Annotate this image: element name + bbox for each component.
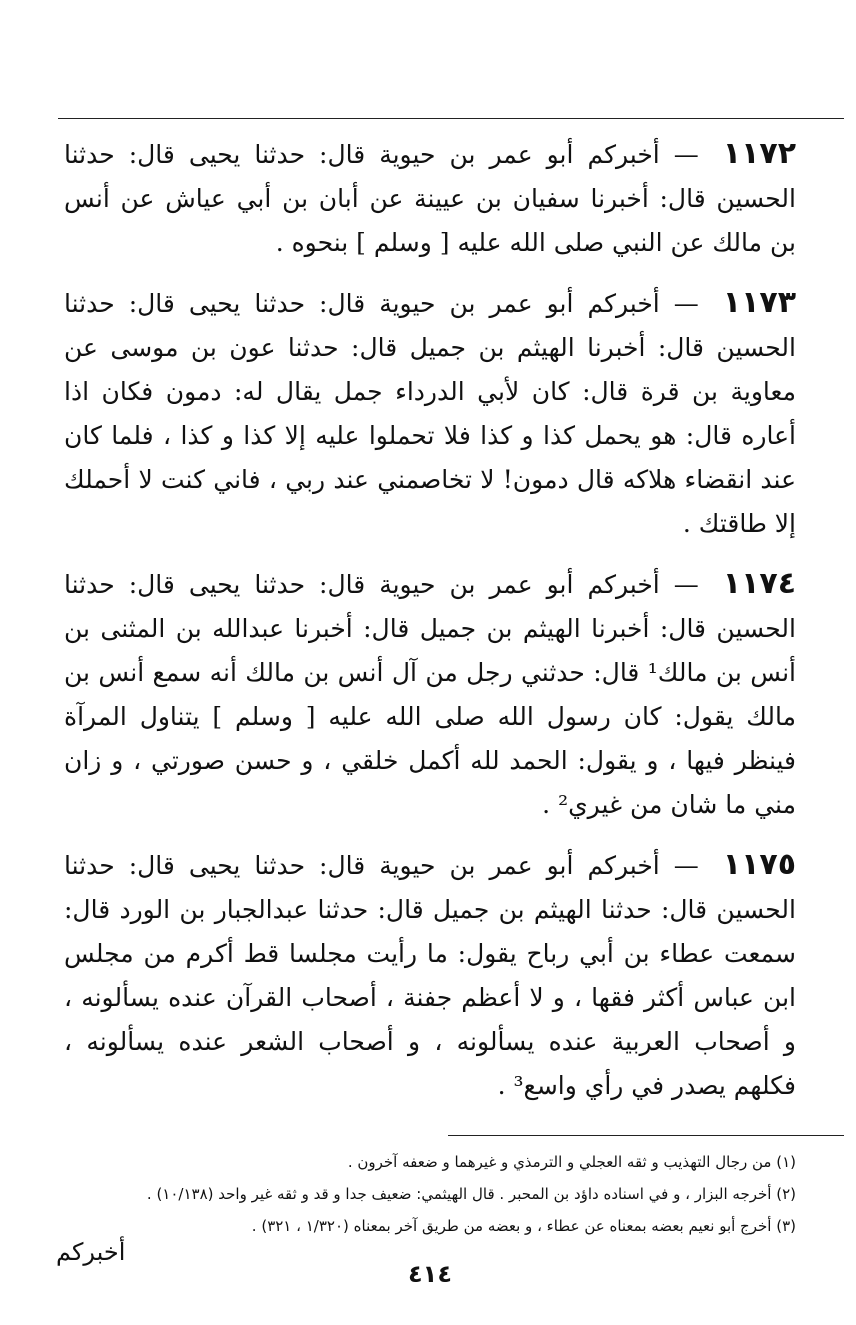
- footnote-2: (٢) أخرجه البزار ، و في اسناده داؤد بن المحبر . قال الهيثمي: ضعيف جدا و قد و ثقه غير واحد (١٠/١٣٨) .: [146, 1185, 796, 1203]
- entry-text: — أخبركم أبو عمر بن حيوية قال: حدثنا يحيى قال: حدثنا الحسين قال: أخبرنا الهيثم بن جميل قال: أخبرنا عبدالله بن المثنى بن أنس بن مالك¹ قال: حدثني رجل من آل أنس بن مالك أنه سمع أنس بن مالك يقول: كان رسول الله صلى الله عليه [ وسلم ] يتناول المرآة فينظر فيها ، و يقول: الحمد لله أكمل خلقي ، و حسن صورتي ، و زان مني ما شان من غيري² .: [64, 570, 797, 819]
- entry-number: ١١٧٣: [722, 285, 797, 320]
- footnote-rule: [448, 1135, 844, 1136]
- catchword: أخبركم: [56, 1238, 126, 1266]
- entry-number: ١١٧٢: [722, 136, 797, 171]
- footnote-3: (٣) أخرج أبو نعيم بعضه بمعناه عن عطاء ، و بعضه من طريق آخر بمعناه (١/٣٢٠ ، ٣٢١) .: [251, 1217, 796, 1235]
- entry-1175: [64, 843, 796, 1108]
- footnotes: [64, 1146, 796, 1242]
- main-text: [64, 132, 796, 1124]
- entry-1174: [64, 562, 796, 827]
- entry-number: ١١٧٥: [722, 847, 797, 882]
- entry-1173: [64, 281, 796, 546]
- entry-1172: [64, 132, 796, 265]
- entry-text: — أخبركم أبو عمر بن حيوية قال: حدثنا يحيى قال: حدثنا الحسين قال: حدثنا الهيثم بن جميل قال: حدثنا عبدالجبار بن الورد قال: سمعت عطاء بن أبي رباح يقول: ما رأيت مجلسا قط أكرم من مجلس ابن عباس أكثر فقها ، و لا أعظم جفنة ، أصحاب القرآن عنده يسألونه ، و أصحاب العربية عنده يسألونه ، و أصحاب الشعر عنده يسألونه ، فكلهم يصدر في رأي واسع³ .: [64, 851, 796, 1100]
- entry-number: ١١٧٤: [722, 566, 797, 601]
- entry-text: — أخبركم أبو عمر بن حيوية قال: حدثنا يحيى قال: حدثنا الحسين قال: أخبرنا سفيان بن عيينة عن أبان بن أبي عياش عن أنس بن مالك عن النبي صلى الله عليه [ وسلم ] بنحوه .: [64, 140, 796, 257]
- top-rule: [58, 118, 844, 119]
- footnote-1: (١) من رجال التهذيب و ثقه العجلي و الترمذي و غيرهما و ضعفه آخرون .: [347, 1153, 796, 1171]
- page-number: ٤١٤: [408, 1260, 452, 1288]
- entry-text: — أخبركم أبو عمر بن حيوية قال: حدثنا يحيى قال: حدثنا الحسين قال: أخبرنا الهيثم بن جميل قال: حدثنا عون بن موسى عن معاوية بن قرة قال: كان لأبي الدرداء جمل يقال له: دمون فكان اذا أعاره قال: هو يحمل كذا و كذا فلا تحملوا عليه إلا كذا و كذا ، فلما كان عند انقضاء هلاكه قال دمون! لا تخاصمني عند ربي ، فاني كنت لا أحملك إلا طاقتك .: [64, 289, 796, 538]
